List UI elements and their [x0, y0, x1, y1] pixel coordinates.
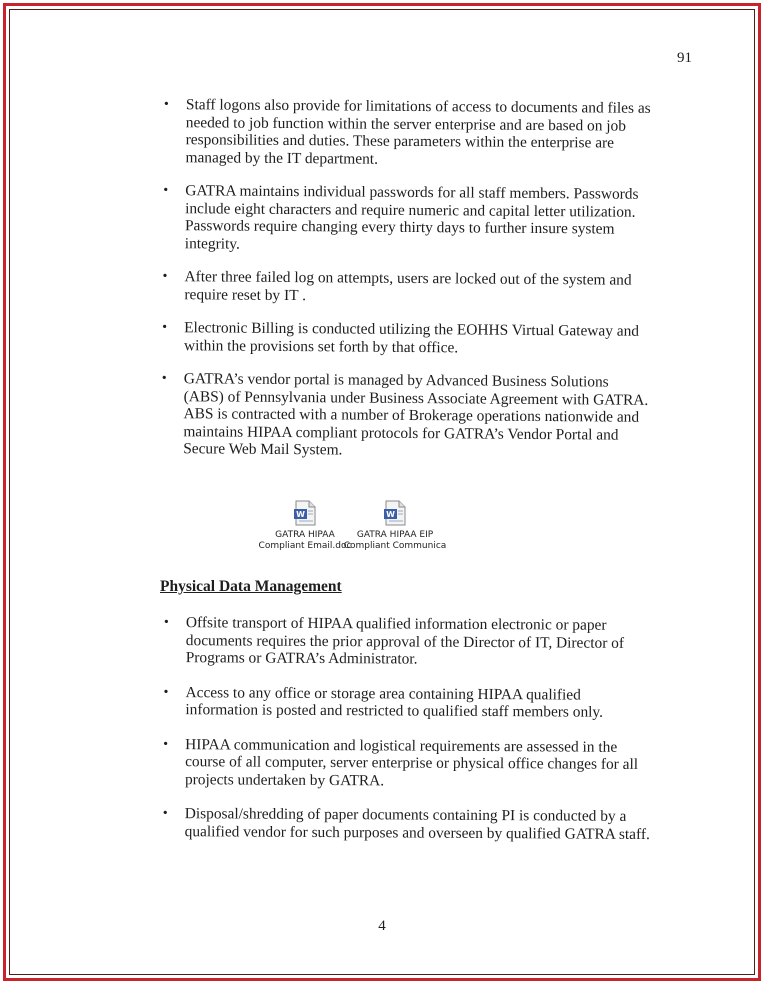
list-item-text: Access to any office or storage area containing HIPAA qualified information is posted and restricted to qualified staff members only.	[185, 683, 604, 721]
attachment-caption-line1: GATRA HIPAA EIP	[356, 530, 434, 540]
bullet-dot: •	[163, 684, 169, 700]
list-item-text: GATRA maintains individual passwords for all staff members. Passwords include eight characters and require numeric and capital letter utilization. Passwords require changing every thirty days to further insure system integrity.	[184, 182, 639, 253]
bullet-list-top	[155, 96, 654, 477]
bullet-dot: •	[163, 97, 169, 113]
attachment-eip-communica[interactable]	[340, 500, 450, 552]
bullet-list-bottom	[157, 614, 654, 860]
list-item	[157, 735, 653, 791]
page-number-top: 91	[677, 50, 692, 66]
list-item	[157, 182, 654, 256]
list-item-text: Disposal/shredding of paper documents containing PI is conducted by a qualified vendor for such purposes and overseen by qualified GATRA staff.	[184, 805, 650, 843]
page-number-bottom: 4	[378, 918, 386, 934]
list-item-text: GATRA’s vendor portal is managed by Advanced Business Solutions (ABS) of Pennsylvania under Business Associate Agreement with GATRA. ABS is contracted with a number of Brokerage operations nationwide and maintains HIPAA compliant protocols for GATRA’s Vendor Portal and Secure Web Mail System.	[183, 370, 649, 459]
bullet-dot: •	[163, 736, 169, 752]
attachment-caption-line2: Compliant Communica	[343, 541, 447, 551]
list-item-text: HIPAA communication and logistical requirements are assessed in the course of all computer, server enterprise or physical office changes for all projects undertaken by GATRA.	[184, 735, 639, 789]
list-item	[156, 319, 652, 358]
list-item	[157, 805, 653, 843]
svg-text:W: W	[386, 510, 395, 519]
bullet-dot: •	[162, 806, 168, 822]
embedded-attachments	[250, 500, 460, 560]
list-item	[158, 614, 654, 670]
list-item-text: Offsite transport of HIPAA qualified information electronic or paper documents requires the prior approval of the Director of IT, Director of Programs or GATRA’s Administrator.	[185, 614, 625, 668]
list-item-text: Staff logons also provide for limitations of access to documents and files as needed to job function within the server enterprise and are based on job responsibilities and duties. These parameters within the enterprise are managed by the IT department.	[185, 96, 651, 168]
list-item	[157, 683, 653, 721]
word-document-icon	[293, 500, 317, 526]
section-heading: Physical Data Management	[160, 578, 342, 595]
list-item	[155, 370, 652, 461]
list-item-text: After three failed log on attempts, users are locked out of the system and require reset by IT .	[184, 268, 632, 304]
attachment-caption-line1: GATRA HIPAA	[275, 530, 335, 540]
attachment-caption-line2: Compliant Email.doc	[258, 541, 352, 551]
svg-text:W: W	[296, 510, 305, 519]
bullet-dot: •	[162, 320, 168, 336]
bullet-dot: •	[163, 183, 169, 199]
bullet-dot: •	[162, 269, 168, 285]
list-item	[156, 268, 652, 307]
word-document-icon	[383, 500, 407, 526]
list-item	[157, 96, 654, 170]
bullet-dot: •	[163, 615, 169, 631]
list-item-text: Electronic Billing is conducted utilizing the EOHHS Virtual Gateway and within the provisions set forth by that office.	[183, 319, 640, 356]
bullet-dot: •	[161, 371, 167, 387]
